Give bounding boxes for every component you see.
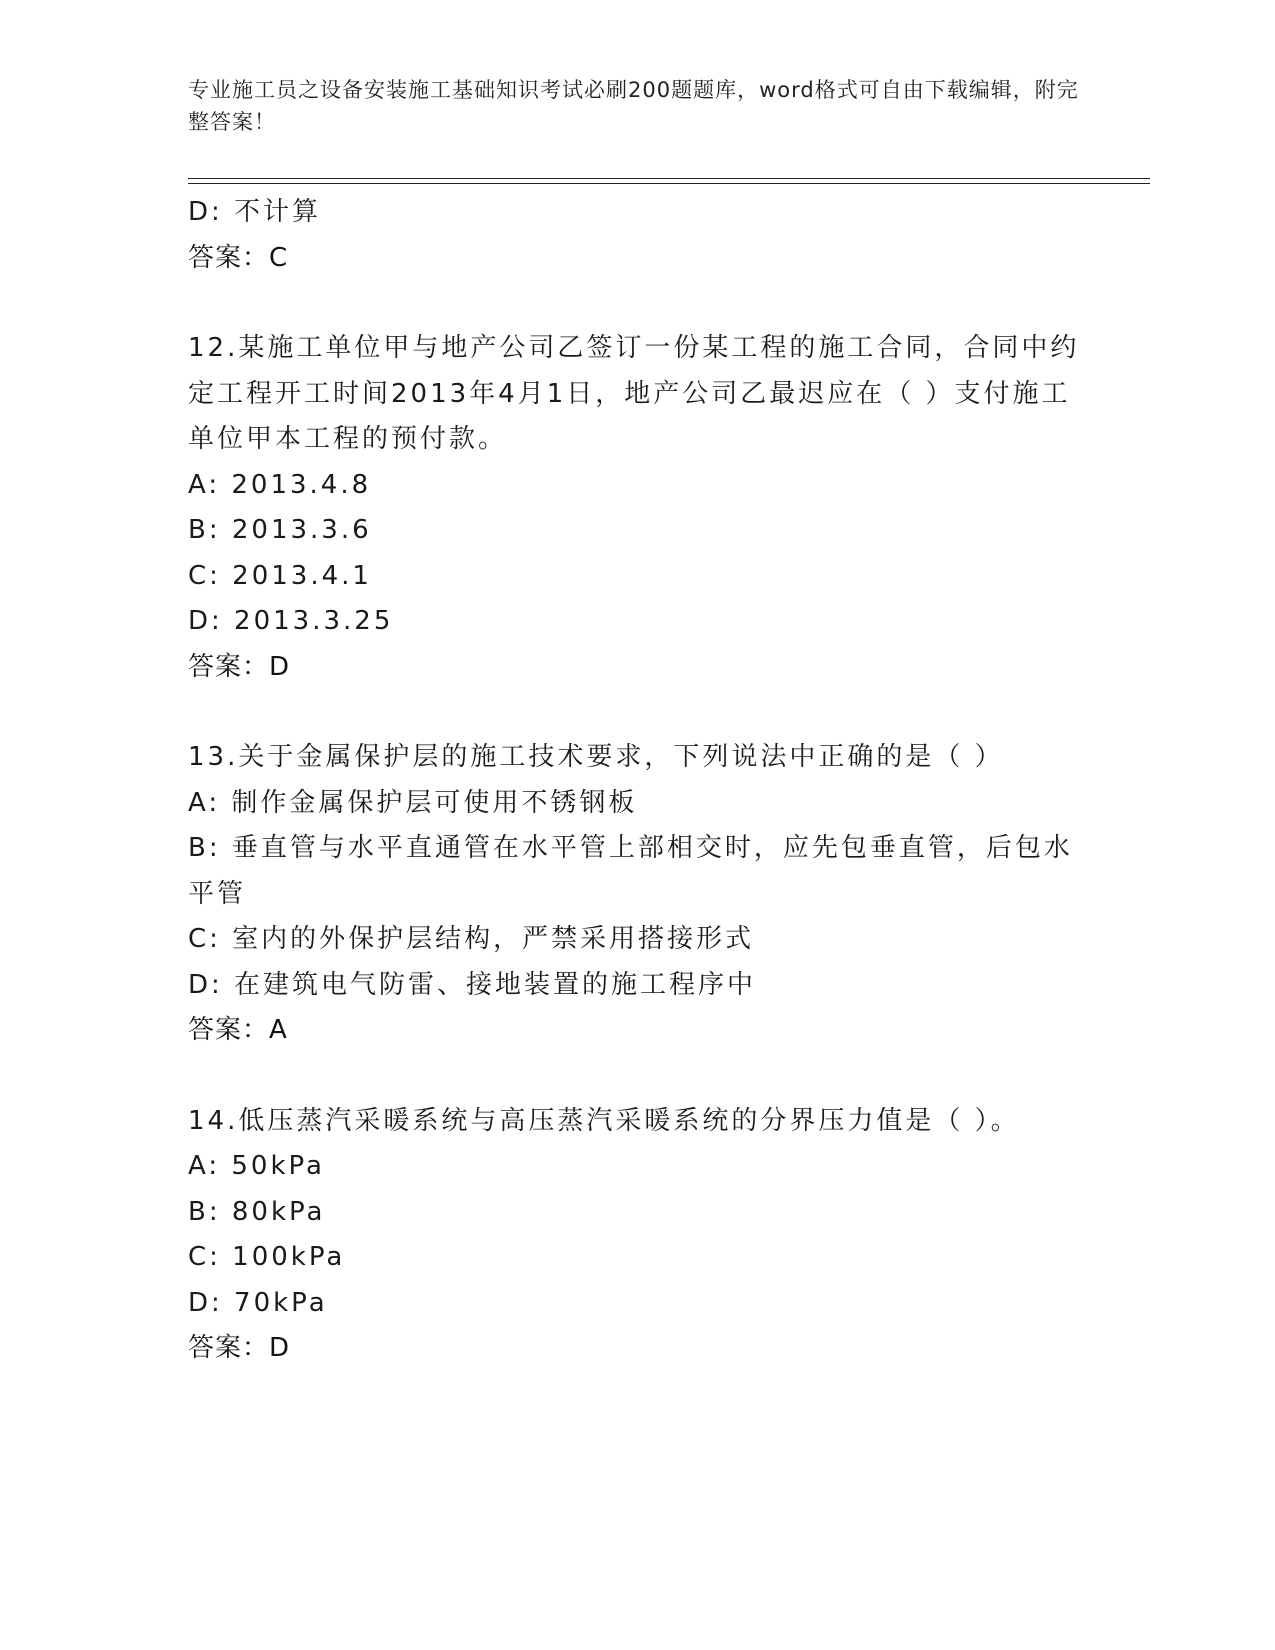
option-a: A: 50kPa <box>188 1151 325 1181</box>
option-b: B: 垂直管与水平直通管在水平管上部相交时，应先包垂直管，后包水平管 <box>188 833 1073 909</box>
option-d: D: 在建筑电气防雷、接地装置的施工程序中 <box>188 969 757 1000</box>
option-a: A: 制作金属保护层可使用不锈钢板 <box>188 787 638 818</box>
header-rule-bottom <box>188 183 1150 184</box>
answer: 答案：D <box>188 1333 291 1363</box>
question-stem: 12.某施工单位甲与地产公司乙签订一份某工程的施工合同，合同中约定工程开工时间2013年4月1日，地产公司乙最迟应在（ ）支付施工单位甲本工程的预付款。 <box>188 333 1080 454</box>
option-c: C: 100kPa <box>188 1242 346 1272</box>
option-c: C: 2013.4.1 <box>188 560 372 591</box>
document-body <box>188 190 1088 1372</box>
question-12 <box>188 326 1088 690</box>
option-d: D: 70kPa <box>188 1287 328 1318</box>
option-a: A: 2013.4.8 <box>188 469 372 500</box>
question-stem: 14.低压蒸汽采暖系统与高压蒸汽采暖系统的分界压力值是（ ）。 <box>188 1105 1020 1136</box>
option-b: B: 2013.3.6 <box>188 515 372 545</box>
option-d: D: 2013.3.25 <box>188 606 394 636</box>
question-stem: 13.关于金属保护层的施工技术要求，下列说法中正确的是（ ） <box>188 742 1004 772</box>
question-13 <box>188 735 1088 1054</box>
option-b: B: 80kPa <box>188 1196 326 1227</box>
header-title: 专业施工员之设备安装施工基础知识考试必刷200题题库，word格式可自由下载编辑，附完整答案！ <box>188 78 1079 134</box>
option-c: C: 室内的外保护层结构，严禁采用搭接形式 <box>188 924 755 954</box>
document-header <box>188 74 1088 138</box>
prev-answer: 答案：C <box>188 242 289 273</box>
prev-option-d: D: 不计算 <box>188 197 322 227</box>
answer: 答案：D <box>188 651 291 682</box>
spacer <box>188 690 1088 735</box>
header-rule-top <box>188 178 1150 179</box>
spacer <box>188 281 1088 326</box>
answer: 答案：A <box>188 1015 288 1045</box>
question-14 <box>188 1099 1088 1372</box>
spacer <box>188 1054 1088 1099</box>
